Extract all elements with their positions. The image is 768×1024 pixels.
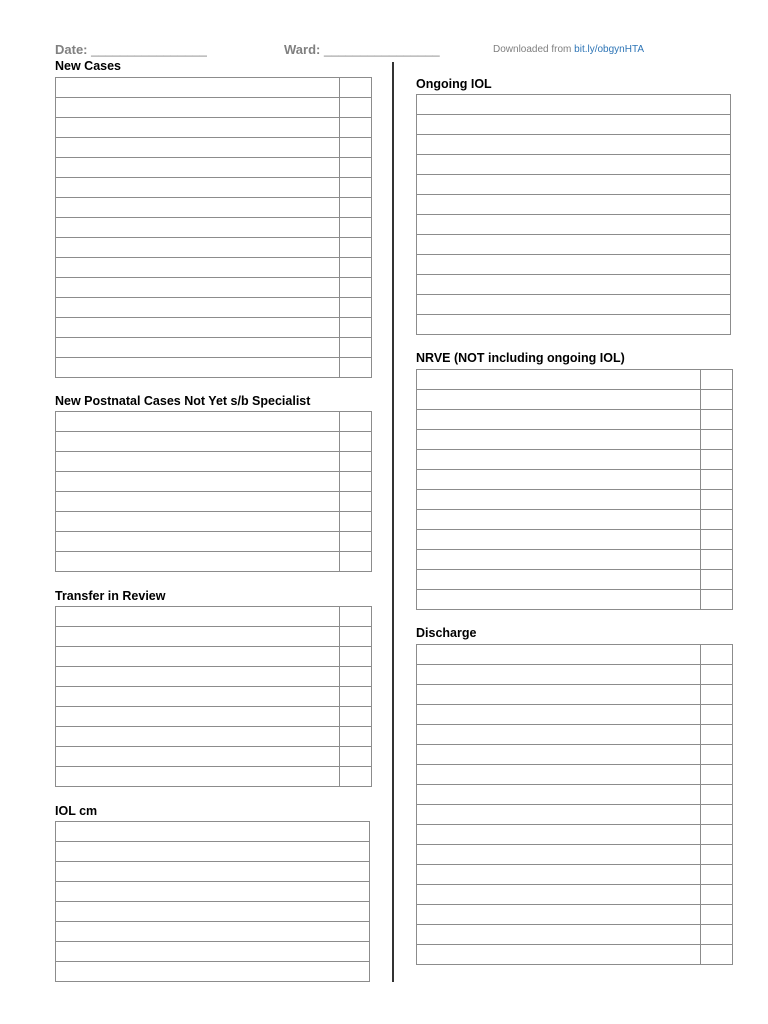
entry-cell[interactable] [417, 945, 701, 965]
table-row [417, 570, 733, 590]
check-cell[interactable] [701, 430, 733, 450]
check-cell[interactable] [340, 78, 372, 98]
table-row [56, 298, 372, 318]
table-row [56, 472, 372, 492]
check-cell[interactable] [340, 452, 372, 472]
table-row [417, 685, 733, 705]
table-row [417, 175, 731, 195]
table-row [56, 238, 372, 258]
table-row [56, 767, 372, 787]
postnatal-table [55, 411, 372, 572]
entry-cell[interactable] [417, 590, 701, 610]
table-row [417, 235, 731, 255]
check-cell[interactable] [701, 845, 733, 865]
table-row [56, 512, 372, 532]
table-row [56, 78, 372, 98]
table-row [56, 98, 372, 118]
check-cell[interactable] [701, 785, 733, 805]
entry-cell[interactable] [56, 607, 340, 627]
entry-cell[interactable] [56, 98, 340, 118]
entry-cell[interactable] [417, 845, 701, 865]
check-cell[interactable] [340, 198, 372, 218]
check-cell[interactable] [340, 532, 372, 552]
table-row [56, 318, 372, 338]
check-cell[interactable] [340, 338, 372, 358]
entry-cell[interactable] [56, 432, 340, 452]
entry-cell[interactable] [56, 412, 340, 432]
check-cell[interactable] [701, 725, 733, 745]
entry-cell[interactable] [56, 922, 370, 942]
entry-cell[interactable] [417, 115, 731, 135]
table-row [417, 765, 733, 785]
entry-cell[interactable] [417, 645, 701, 665]
table-row [417, 925, 733, 945]
entry-cell[interactable] [56, 218, 340, 238]
check-cell[interactable] [340, 278, 372, 298]
ongoing-iol-title: Ongoing IOL [416, 77, 492, 91]
table-row [56, 627, 372, 647]
check-cell[interactable] [701, 945, 733, 965]
table-row [417, 645, 733, 665]
entry-cell[interactable] [56, 822, 370, 842]
entry-cell[interactable] [417, 430, 701, 450]
check-cell[interactable] [701, 925, 733, 945]
table-row [417, 885, 733, 905]
entry-cell[interactable] [417, 470, 701, 490]
new-cases-table [55, 77, 372, 378]
check-cell[interactable] [340, 552, 372, 572]
check-cell[interactable] [701, 450, 733, 470]
entry-cell[interactable] [56, 118, 340, 138]
iol-cm-table [55, 821, 370, 982]
download-link[interactable]: bit.ly/obgynHTA [574, 44, 644, 55]
table-row [417, 370, 733, 390]
check-cell[interactable] [701, 470, 733, 490]
postnatal-title: New Postnatal Cases Not Yet s/b Specialist [55, 394, 311, 408]
entry-cell[interactable] [56, 158, 340, 178]
ward-field [284, 42, 440, 57]
check-cell[interactable] [340, 138, 372, 158]
entry-cell[interactable] [417, 725, 701, 745]
table-row [56, 647, 372, 667]
entry-cell[interactable] [417, 135, 731, 155]
table-row [417, 410, 733, 430]
entry-cell[interactable] [417, 745, 701, 765]
discharge-title: Discharge [416, 626, 477, 640]
entry-cell[interactable] [417, 195, 731, 215]
download-note [493, 44, 644, 55]
entry-cell[interactable] [56, 962, 370, 982]
table-row [417, 905, 733, 925]
entry-cell[interactable] [56, 747, 340, 767]
ongoing-iol-table [416, 94, 731, 335]
table-row [417, 295, 731, 315]
table-row [417, 470, 733, 490]
table-row [417, 825, 733, 845]
table-row [56, 842, 370, 862]
table-row [417, 785, 733, 805]
date-field [55, 42, 207, 57]
table-row [417, 550, 733, 570]
entry-cell[interactable] [417, 705, 701, 725]
check-cell[interactable] [340, 218, 372, 238]
date-label: Date: [55, 42, 88, 57]
entry-cell[interactable] [56, 902, 370, 922]
check-cell[interactable] [340, 318, 372, 338]
check-cell[interactable] [701, 530, 733, 550]
entry-cell[interactable] [56, 238, 340, 258]
check-cell[interactable] [340, 512, 372, 532]
table-row [417, 155, 731, 175]
table-row [417, 275, 731, 295]
table-row [56, 338, 372, 358]
discharge-table [416, 644, 733, 965]
entry-cell[interactable] [56, 338, 340, 358]
table-row [417, 745, 733, 765]
check-cell[interactable] [340, 118, 372, 138]
entry-cell[interactable] [417, 215, 731, 235]
ward-label: Ward: [284, 42, 321, 57]
check-cell[interactable] [340, 158, 372, 178]
table-row [56, 138, 372, 158]
entry-cell[interactable] [56, 492, 340, 512]
entry-cell[interactable] [56, 882, 370, 902]
entry-cell[interactable] [417, 530, 701, 550]
table-row [56, 727, 372, 747]
table-row [56, 552, 372, 572]
entry-cell[interactable] [417, 410, 701, 430]
check-cell[interactable] [701, 685, 733, 705]
entry-cell[interactable] [417, 550, 701, 570]
check-cell[interactable] [701, 805, 733, 825]
entry-cell[interactable] [417, 295, 731, 315]
table-row [417, 115, 731, 135]
transfer-table [55, 606, 372, 787]
entry-cell[interactable] [56, 138, 340, 158]
transfer-title: Transfer in Review [55, 589, 166, 603]
check-cell[interactable] [701, 590, 733, 610]
check-cell[interactable] [701, 905, 733, 925]
entry-cell[interactable] [417, 155, 731, 175]
entry-cell[interactable] [417, 450, 701, 470]
check-cell[interactable] [701, 865, 733, 885]
check-cell[interactable] [701, 645, 733, 665]
table-row [56, 822, 370, 842]
entry-cell[interactable] [417, 370, 701, 390]
check-cell[interactable] [701, 885, 733, 905]
entry-cell[interactable] [56, 198, 340, 218]
check-cell[interactable] [701, 410, 733, 430]
new-cases-title: New Cases [55, 59, 122, 73]
check-cell[interactable] [340, 358, 372, 378]
entry-cell[interactable] [417, 255, 731, 275]
table-row [56, 962, 370, 982]
check-cell[interactable] [340, 647, 372, 667]
table-row [56, 432, 372, 452]
table-row [417, 530, 733, 550]
table-row [417, 665, 733, 685]
check-cell[interactable] [701, 510, 733, 530]
table-row [417, 430, 733, 450]
check-cell[interactable] [701, 490, 733, 510]
download-prefix: Downloaded from [493, 44, 572, 55]
check-cell[interactable] [701, 370, 733, 390]
check-cell[interactable] [340, 238, 372, 258]
check-cell[interactable] [340, 627, 372, 647]
table-row [417, 315, 731, 335]
date-blank: ________________ [91, 42, 207, 57]
entry-cell[interactable] [56, 258, 340, 278]
check-cell[interactable] [340, 727, 372, 747]
table-row [56, 358, 372, 378]
table-row [56, 158, 372, 178]
table-row [56, 198, 372, 218]
iol-cm-title: IOL cm [55, 804, 98, 818]
check-cell[interactable] [701, 550, 733, 570]
check-cell[interactable] [701, 745, 733, 765]
entry-cell[interactable] [56, 627, 340, 647]
check-cell[interactable] [701, 390, 733, 410]
check-cell[interactable] [340, 178, 372, 198]
entry-cell[interactable] [56, 552, 340, 572]
table-row [56, 607, 372, 627]
entry-cell[interactable] [56, 667, 340, 687]
check-cell[interactable] [340, 98, 372, 118]
check-cell[interactable] [340, 687, 372, 707]
check-cell[interactable] [340, 472, 372, 492]
check-cell[interactable] [701, 825, 733, 845]
entry-cell[interactable] [56, 278, 340, 298]
table-row [417, 510, 733, 530]
table-row [56, 747, 372, 767]
table-row [417, 215, 731, 235]
table-row [56, 118, 372, 138]
check-cell[interactable] [340, 707, 372, 727]
table-row [56, 258, 372, 278]
table-row [417, 490, 733, 510]
entry-cell[interactable] [417, 95, 731, 115]
entry-cell[interactable] [417, 490, 701, 510]
entry-cell[interactable] [417, 925, 701, 945]
check-cell[interactable] [340, 607, 372, 627]
table-row [56, 942, 370, 962]
table-row [56, 882, 370, 902]
entry-cell[interactable] [417, 275, 731, 295]
entry-cell[interactable] [56, 512, 340, 532]
entry-cell[interactable] [56, 767, 340, 787]
table-row [417, 255, 731, 275]
entry-cell[interactable] [417, 390, 701, 410]
entry-cell[interactable] [417, 510, 701, 530]
entry-cell[interactable] [56, 842, 370, 862]
entry-cell[interactable] [417, 570, 701, 590]
entry-cell[interactable] [417, 665, 701, 685]
entry-cell[interactable] [417, 175, 731, 195]
table-row [56, 687, 372, 707]
nrve-title: NRVE (NOT including ongoing IOL) [416, 351, 625, 365]
entry-cell[interactable] [56, 78, 340, 98]
entry-cell[interactable] [56, 298, 340, 318]
check-cell[interactable] [340, 298, 372, 318]
ward-blank: ________________ [323, 42, 440, 57]
entry-cell[interactable] [417, 805, 701, 825]
check-cell[interactable] [340, 767, 372, 787]
check-cell[interactable] [701, 765, 733, 785]
table-row [417, 195, 731, 215]
check-cell[interactable] [340, 667, 372, 687]
table-row [56, 902, 370, 922]
table-row [56, 452, 372, 472]
entry-cell[interactable] [417, 905, 701, 925]
entry-cell[interactable] [56, 942, 370, 962]
check-cell[interactable] [701, 705, 733, 725]
entry-cell[interactable] [56, 727, 340, 747]
check-cell[interactable] [701, 665, 733, 685]
entry-cell[interactable] [56, 452, 340, 472]
table-row [417, 450, 733, 470]
entry-cell[interactable] [56, 687, 340, 707]
check-cell[interactable] [340, 432, 372, 452]
entry-cell[interactable] [56, 358, 340, 378]
table-row [56, 412, 372, 432]
check-cell[interactable] [340, 412, 372, 432]
entry-cell[interactable] [417, 235, 731, 255]
table-row [417, 865, 733, 885]
table-row [56, 532, 372, 552]
nrve-table [416, 369, 733, 610]
table-row [56, 278, 372, 298]
table-row [56, 218, 372, 238]
entry-cell[interactable] [417, 685, 701, 705]
table-row [56, 862, 370, 882]
table-row [417, 845, 733, 865]
table-row [417, 135, 731, 155]
table-row [417, 805, 733, 825]
entry-cell[interactable] [56, 647, 340, 667]
entry-cell[interactable] [56, 472, 340, 492]
entry-cell[interactable] [56, 532, 340, 552]
entry-cell[interactable] [417, 765, 701, 785]
entry-cell[interactable] [56, 862, 370, 882]
column-divider [392, 62, 394, 982]
entry-cell[interactable] [417, 785, 701, 805]
table-row [56, 178, 372, 198]
table-row [56, 667, 372, 687]
entry-cell[interactable] [56, 178, 340, 198]
entry-cell[interactable] [56, 318, 340, 338]
table-row [417, 590, 733, 610]
entry-cell[interactable] [56, 707, 340, 727]
entry-cell[interactable] [417, 825, 701, 845]
table-row [417, 945, 733, 965]
check-cell[interactable] [701, 570, 733, 590]
check-cell[interactable] [340, 492, 372, 512]
table-row [417, 705, 733, 725]
entry-cell[interactable] [417, 865, 701, 885]
entry-cell[interactable] [417, 885, 701, 905]
table-row [56, 922, 370, 942]
table-row [417, 390, 733, 410]
table-row [417, 725, 733, 745]
check-cell[interactable] [340, 258, 372, 278]
table-row [56, 492, 372, 512]
table-row [417, 95, 731, 115]
table-row [56, 707, 372, 727]
check-cell[interactable] [340, 747, 372, 767]
entry-cell[interactable] [417, 315, 731, 335]
